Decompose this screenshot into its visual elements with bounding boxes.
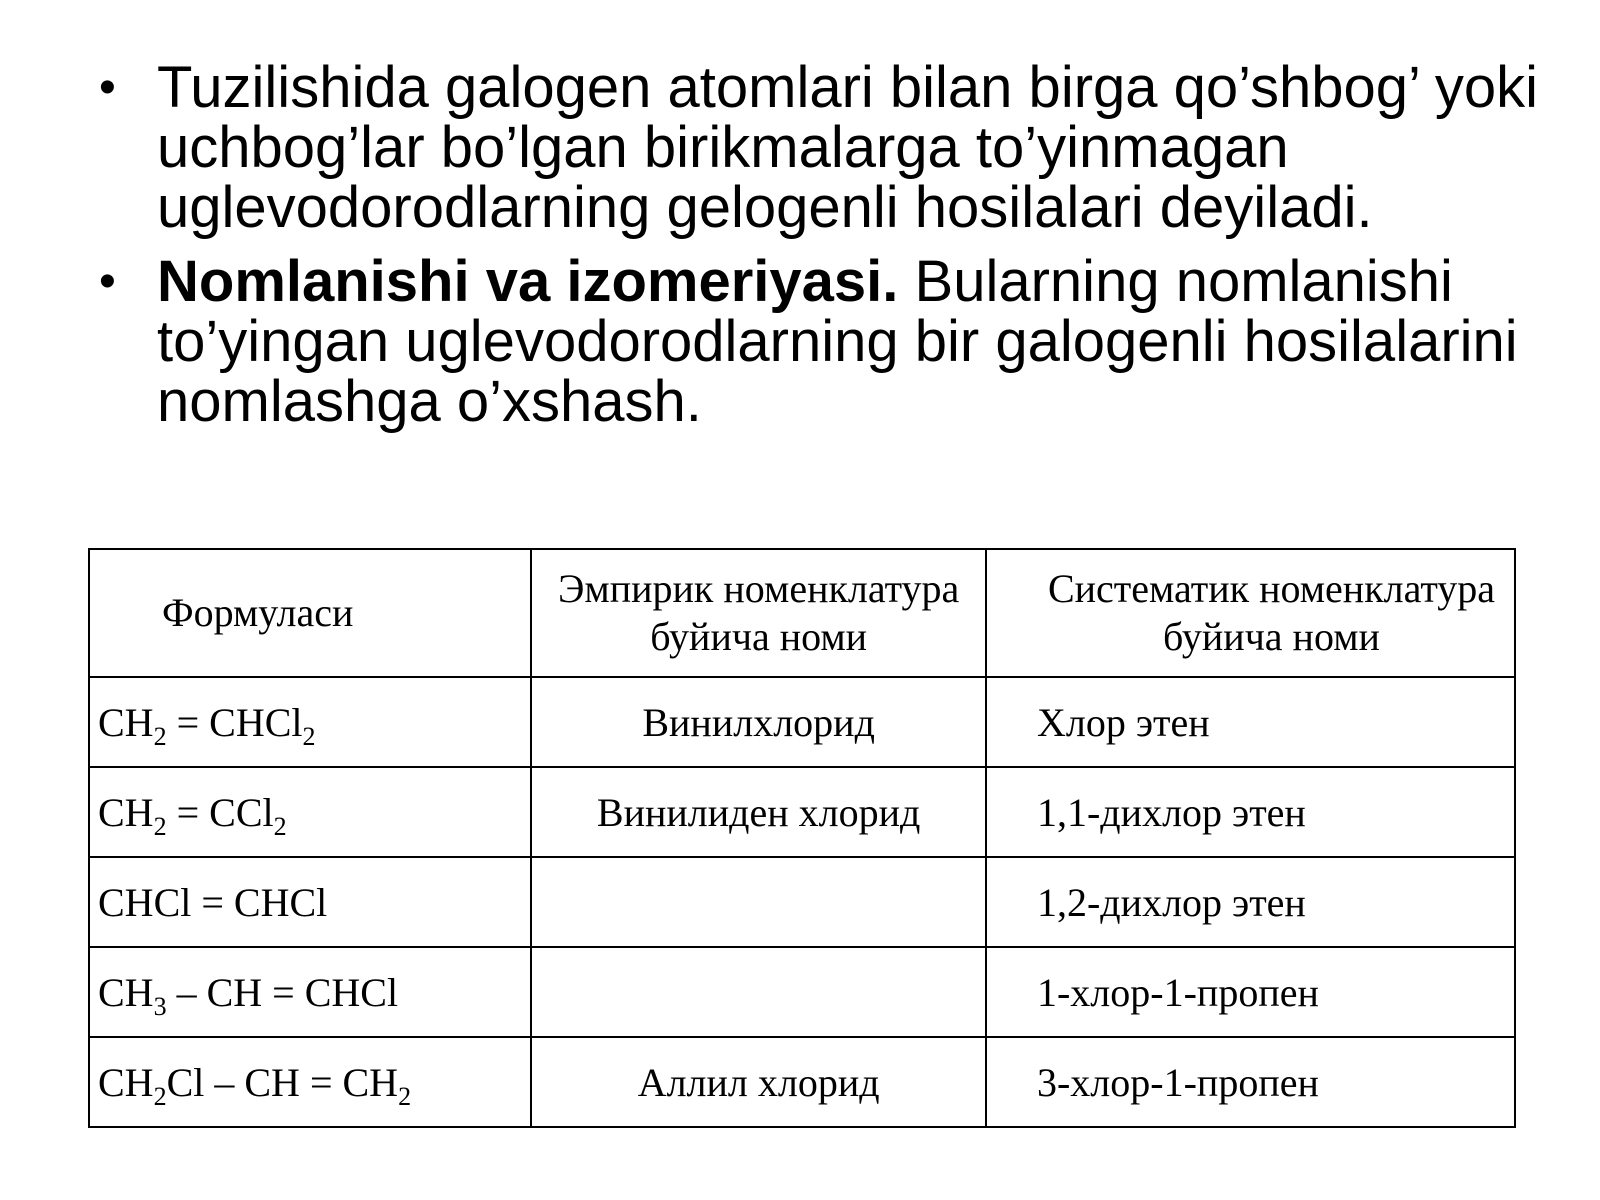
formula-text: = CCl — [166, 789, 274, 835]
header-empirical: Эмпирик номенклатура буйича номи — [531, 549, 986, 677]
table-row — [89, 677, 1515, 767]
systematic-cell: 1,1-дихлор этен — [986, 767, 1515, 857]
table-row — [89, 767, 1515, 857]
formula-subscript: 2 — [398, 1081, 412, 1111]
formula-text: CH — [98, 969, 154, 1015]
bullet-dot-icon: • — [99, 61, 116, 114]
header-formula: Формуласи — [89, 549, 531, 677]
empirical-cell: Винилиден хлорид — [531, 767, 986, 857]
formula-cell — [89, 857, 531, 947]
formula-subscript: 3 — [153, 991, 167, 1021]
bullet-naming — [95, 249, 1555, 434]
formula-text: – CH = CHCl — [166, 969, 399, 1015]
formula-text: CH — [98, 789, 154, 835]
empirical-cell — [531, 857, 986, 947]
empirical-cell — [531, 947, 986, 1037]
formula-text: = CHCl — [166, 699, 303, 745]
systematic-cell: 1-хлор-1-пропен — [986, 947, 1515, 1037]
formula-cell — [89, 677, 531, 767]
systematic-cell: 3-хлор-1-пропен — [986, 1037, 1515, 1127]
formula-cell — [89, 767, 531, 857]
table-row — [89, 857, 1515, 947]
table-row — [89, 1037, 1515, 1127]
formula-subscript: 2 — [153, 811, 167, 841]
table-header-row — [89, 549, 1515, 677]
formula-cell — [89, 1037, 531, 1127]
bullet-definition — [95, 55, 1555, 240]
table-row — [89, 947, 1515, 1037]
formula-subscript: 2 — [302, 721, 316, 751]
empirical-cell: Винилхлорид — [531, 677, 986, 767]
formula-text: CHCl = CHCl — [98, 879, 328, 925]
systematic-cell: 1,2-дихлор этен — [986, 857, 1515, 947]
bullet-list — [95, 55, 1555, 446]
formula-subscript: 2 — [273, 811, 287, 841]
formula-text: Cl – CH = CH — [166, 1059, 399, 1105]
formula-subscript: 2 — [153, 1081, 167, 1111]
formula-subscript: 2 — [153, 721, 167, 751]
nomenclature-table — [88, 548, 1516, 1128]
header-systematic: Систематик номенклатура буйича номи — [986, 549, 1515, 677]
formula-text: CH — [98, 1059, 154, 1105]
systematic-cell: Хлор этен — [986, 677, 1515, 767]
bullet-text: Bularning nomlanishi to’yingan uglevodorodlarning bir galogenli hosilalarini nomlashga o’xshash. — [157, 249, 1518, 434]
bullet-bold-text: Nomlanishi va izomeriyasi. — [157, 249, 899, 314]
empirical-cell: Аллил хлорид — [531, 1037, 986, 1127]
formula-text: CH — [98, 699, 154, 745]
bullet-text: Tuzilishida galogen atomlari bilan birga qo’shbog’ yoki uchbog’lar bo’lgan birikmalarga to’yinmagan uglevodorodlarning gelogenli hosilalari deyiladi. — [157, 55, 1539, 240]
formula-cell — [89, 947, 531, 1037]
bullet-dot-icon: • — [99, 255, 116, 308]
